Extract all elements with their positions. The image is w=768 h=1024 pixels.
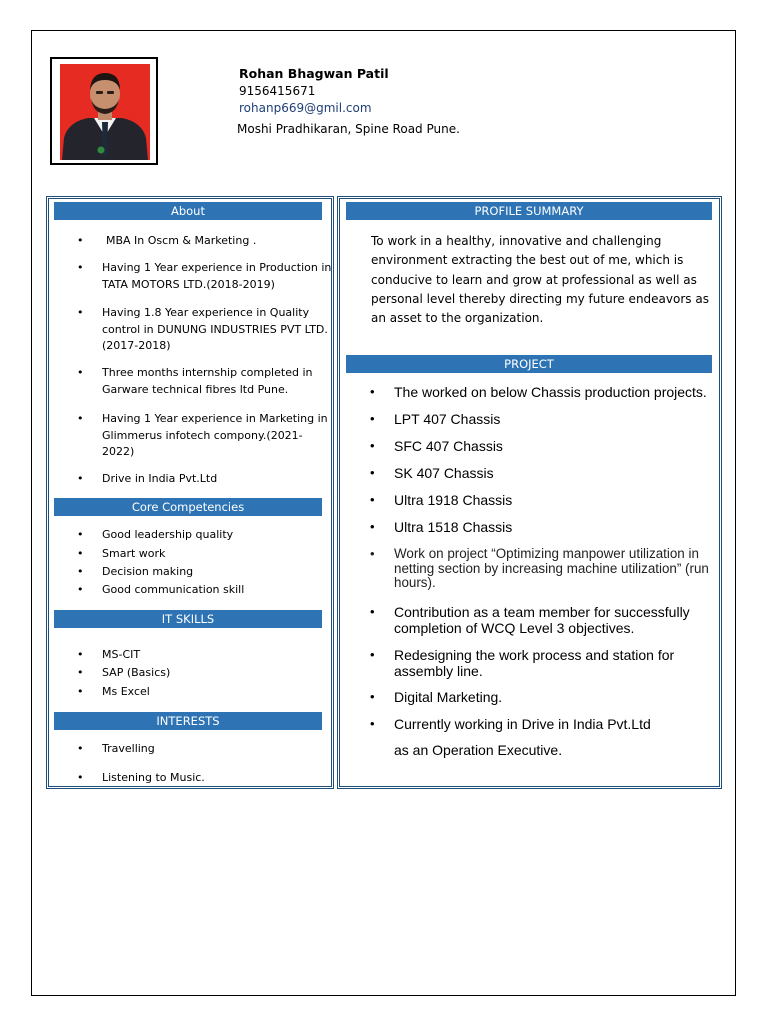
project-item: • SFC 407 Chassis <box>370 438 503 454</box>
project-item: • Currently working in Drive in India Pvt.Ltd <box>370 716 651 732</box>
profile-photo-frame <box>50 57 158 165</box>
project-item: • Work on project “Optimizing manpower utilization in netting section by increasing machine utilization” (run hours). <box>370 546 709 590</box>
right-column <box>337 196 722 789</box>
about-item: • Three months internship completed in Garware technical fibres ltd Pune. <box>77 366 313 396</box>
profile-summary-text: To work in a healthy, innovative and challenging environment extracting the best out of me, which is conducive to learn and grow at professional as well as personal level thereby directing my future endeavors as an asset to the organization. <box>371 234 709 326</box>
about-item: • Having 1 Year experience in Marketing in Glimmerus infotech compony.(2021-2022) <box>77 412 328 458</box>
project-heading: PROJECT <box>346 355 712 373</box>
about-item: • Drive in India Pvt.Ltd <box>77 472 218 485</box>
about-heading: About <box>54 202 322 220</box>
core-item: • Smart work <box>77 547 166 560</box>
candidate-name: Rohan Bhagwan Patil <box>239 66 389 81</box>
it-skill-item: • SAP (Basics) <box>77 666 171 679</box>
it-skill-item: • Ms Excel <box>77 685 150 698</box>
core-competencies-heading: Core Competencies <box>54 498 322 516</box>
profile-summary-heading: PROFILE SUMMARY <box>346 202 712 220</box>
person-portrait-icon <box>60 64 150 160</box>
profile-photo <box>60 64 150 160</box>
about-item: • Having 1.8 Year experience in Quality control in DUNUNG INDUSTRIES PVT LTD.(2017-2018) <box>77 306 328 352</box>
project-item: • Redesigning the work process and station for assembly line. <box>370 647 675 679</box>
project-item-continuation: as an Operation Executive. <box>394 742 563 758</box>
project-item: • Contribution as a team member for successfully completion of WCQ Level 3 objectives. <box>370 604 690 636</box>
project-item: • Ultra 1518 Chassis <box>370 519 513 535</box>
core-item: • Good communication skill <box>77 583 245 596</box>
project-item: • The worked on below Chassis production projects. <box>370 384 707 400</box>
project-item: • SK 407 Chassis <box>370 465 494 481</box>
interest-item: • Travelling <box>77 742 155 755</box>
postal-address: Moshi Pradhikaran, Spine Road Pune. <box>237 122 460 136</box>
it-skills-heading: IT SKILLS <box>54 610 322 628</box>
interests-heading: INTERESTS <box>54 712 322 730</box>
interest-item: • Listening to Music. <box>77 771 205 784</box>
phone-number: 9156415671 <box>239 84 316 98</box>
about-item: • Having 1 Year experience in Production in TATA MOTORS LTD.(2018-2019) <box>77 261 332 291</box>
core-item: • Decision making <box>77 565 194 578</box>
about-item: • MBA In Oscm & Marketing . <box>77 234 257 247</box>
core-item: • Good leadership quality <box>77 528 234 541</box>
email-address[interactable]: rohanp669@gmil.com <box>239 101 372 115</box>
project-item: • Ultra 1918 Chassis <box>370 492 513 508</box>
project-item: • Digital Marketing. <box>370 689 503 705</box>
project-item: • LPT 407 Chassis <box>370 411 501 427</box>
left-column <box>46 196 334 789</box>
it-skill-item: • MS-CIT <box>77 648 141 661</box>
